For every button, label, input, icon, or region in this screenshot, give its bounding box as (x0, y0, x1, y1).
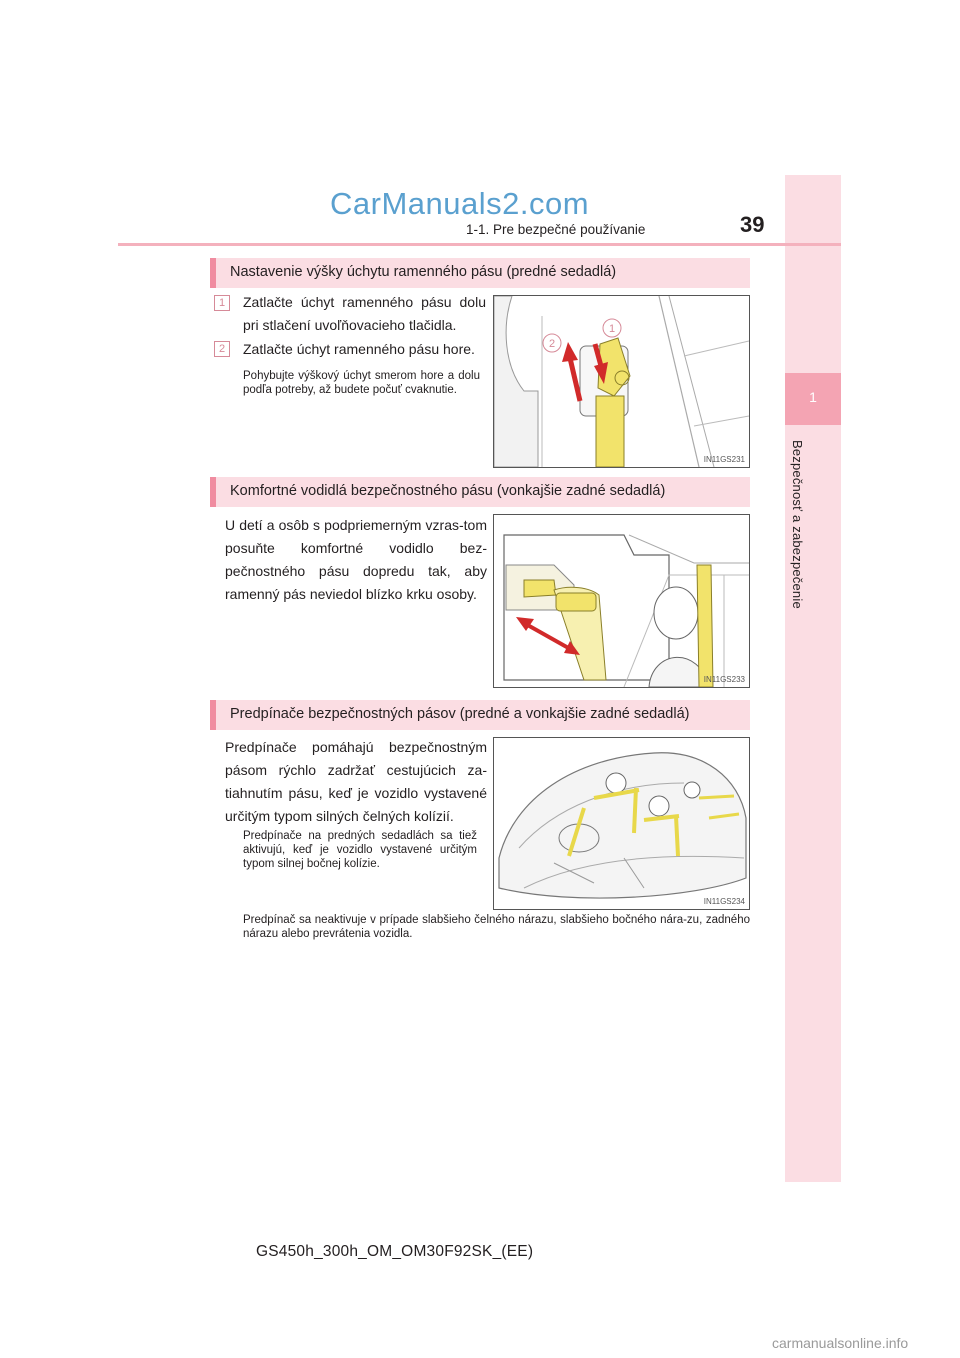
chapter-number: 1 (809, 389, 817, 405)
step-text-1: Zatlačte úchyt ramenného pásu dolu pri stlačení uvoľňovacieho tlačidla. (243, 294, 486, 333)
comfort-guide-figure (493, 514, 750, 688)
section-heading-1 (210, 258, 750, 288)
watermark-bottom[interactable]: carmanualsonline.info (772, 1335, 909, 1351)
figure-code: IN11GS231 (703, 455, 745, 464)
comfort-guide-text: U detí a osôb s podpriemerným vzras-tom posuňte komfortné vodidlo bez-pečnostného pásu dopredu tak, aby ramenný pás neviedol blízko krku osoby. (225, 517, 487, 602)
header-divider (118, 243, 841, 246)
figure-code: IN11GS233 (703, 675, 745, 684)
section-title: Komfortné vodidlá bezpečnostného pásu (vonkajšie zadné sedadlá) (230, 483, 666, 499)
step-note: Pohybujte výškový úchyt smerom hore a dolu podľa potreby, až budete počuť cvaknutie. (243, 370, 480, 396)
step-number-1: 1 (214, 295, 230, 311)
chapter-title: Bezpečnosť a zabezpečenie (790, 440, 805, 609)
section-heading-3 (210, 700, 750, 730)
pretensioner-illustration (494, 738, 749, 909)
section-title: Nastavenie výšky úchytu ramenného pásu (predné sedadlá) (230, 264, 617, 280)
pretensioner-note: Predpínače na predných sedadlách sa tiež aktivujú, keď je vozidlo vystavené určitým typom silnej bočnej kolízie. (243, 830, 477, 870)
chapter-sidebar (785, 175, 841, 1182)
section-title: Predpínače bezpečnostných pásov (predné a vonkajšie zadné sedadlá) (230, 706, 690, 722)
watermark-top[interactable]: CarManuals2.com (330, 186, 590, 221)
section-heading-2 (210, 477, 750, 507)
step-number-2: 2 (214, 341, 230, 357)
comfort-guide-illustration (494, 515, 749, 687)
belt-anchor-figure (493, 295, 750, 468)
running-header: 1-1. Pre bezpečné používanie (466, 222, 646, 237)
step-text-2: Zatlačte úchyt ramenného pásu hore. (243, 341, 475, 357)
pretensioner-text: Predpínače pomáhajú bezpečnostným pásom rýchlo zadržať cestujúcich za-tiahnutím pásu, keď je vozidlo vystavené určitým typom silných čelných kolízií. (225, 739, 487, 824)
model-code: GS450h_300h_OM_OM30F92SK_(EE) (256, 1243, 534, 1260)
pretensioner-figure (493, 737, 750, 910)
page-number: 39 (740, 212, 765, 237)
pretensioner-note-2: Predpínač sa neaktivuje v prípade slabšieho čelného nárazu, slabšieho bočného nára-zu, zadného nárazu alebo prevrátenia vozidla. (243, 914, 750, 940)
callout-2: 2 (548, 338, 556, 350)
callout-1: 1 (608, 323, 616, 335)
belt-anchor-illustration (494, 296, 749, 467)
figure-code: IN11GS234 (703, 897, 745, 906)
